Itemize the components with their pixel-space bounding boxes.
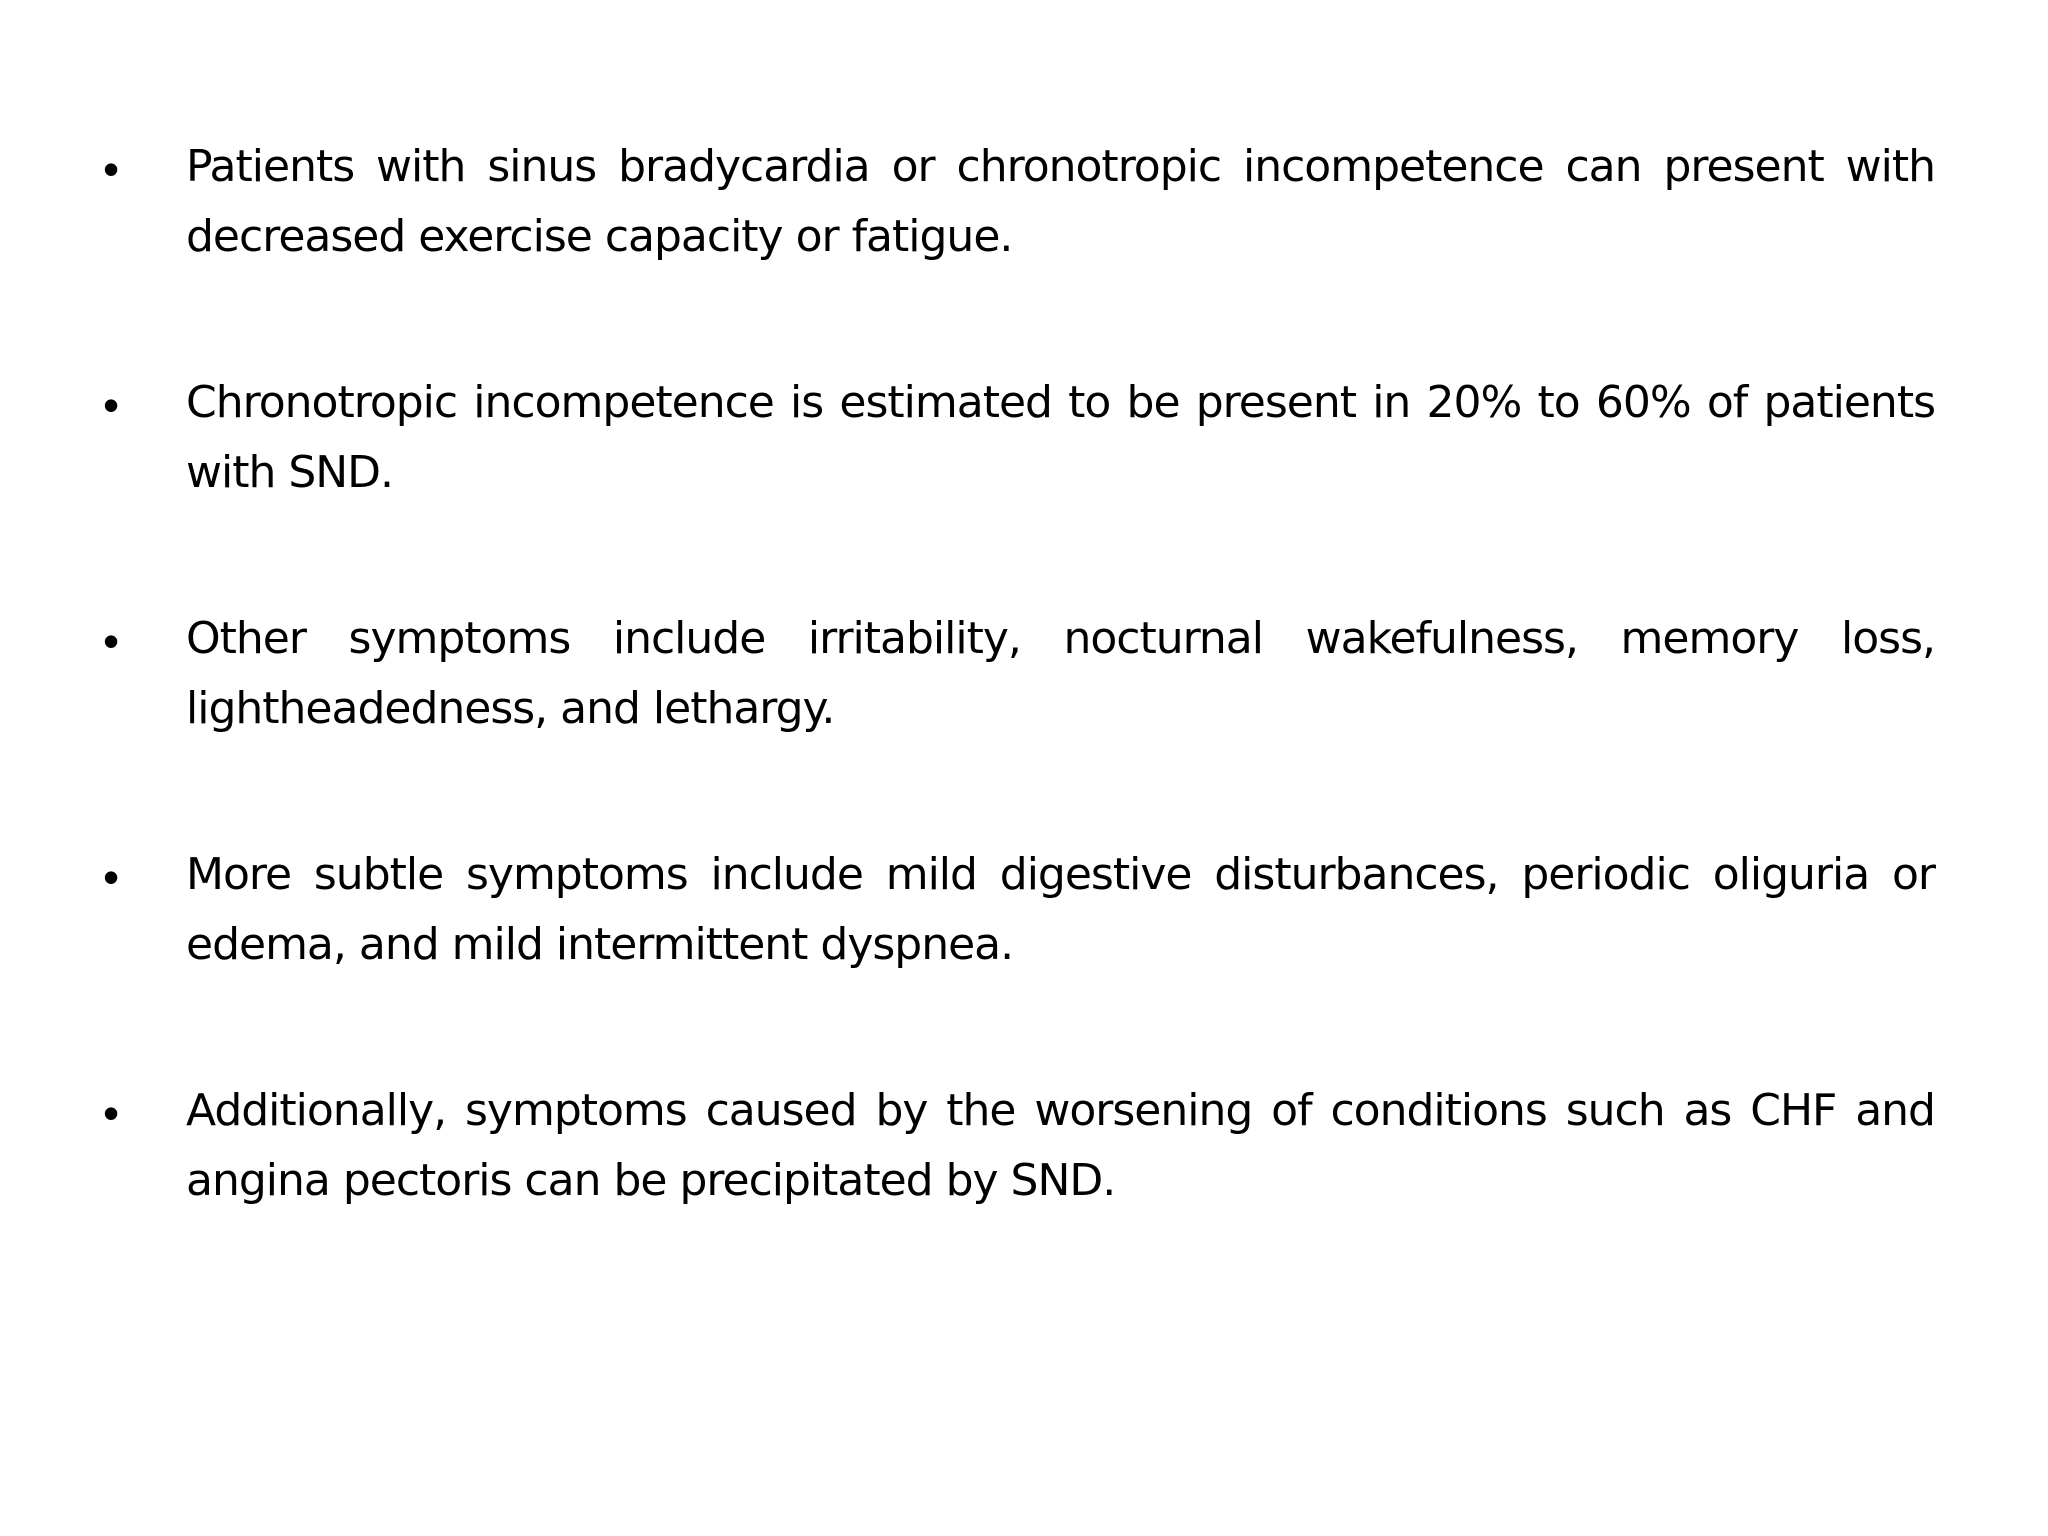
bullet-icon: •: [103, 379, 120, 431]
bullet-icon: •: [103, 615, 120, 667]
bullet-item-1: [103, 132, 1935, 368]
bullet-item-5: [103, 1076, 1935, 1312]
bullet-icon: •: [103, 851, 120, 903]
bullet-text: More subtle symptoms include mild digestive disturbances, periodic oliguria or edema, and mild intermittent dyspnea.: [186, 849, 1935, 970]
bullet-item-2: [103, 368, 1935, 604]
bullet-text: Other symptoms include irritability, nocturnal wakefulness, memory loss, lightheadedness, and lethargy.: [186, 613, 1935, 734]
bullet-item-3: [103, 604, 1935, 840]
bullet-icon: •: [103, 143, 120, 195]
bullet-text: Additionally, symptoms caused by the worsening of conditions such as CHF and angina pectoris can be precipitated by SND.: [186, 1085, 1935, 1206]
bullet-item-4: [103, 840, 1935, 1076]
bullet-list: [103, 132, 1935, 1312]
bullet-text: Patients with sinus bradycardia or chronotropic incompetence can present with decreased exercise capacity or fatigue.: [186, 141, 1935, 262]
bullet-icon: •: [103, 1087, 120, 1139]
bullet-text: Chronotropic incompetence is estimated to be present in 20% to 60% of patients with SND.: [186, 377, 1935, 498]
